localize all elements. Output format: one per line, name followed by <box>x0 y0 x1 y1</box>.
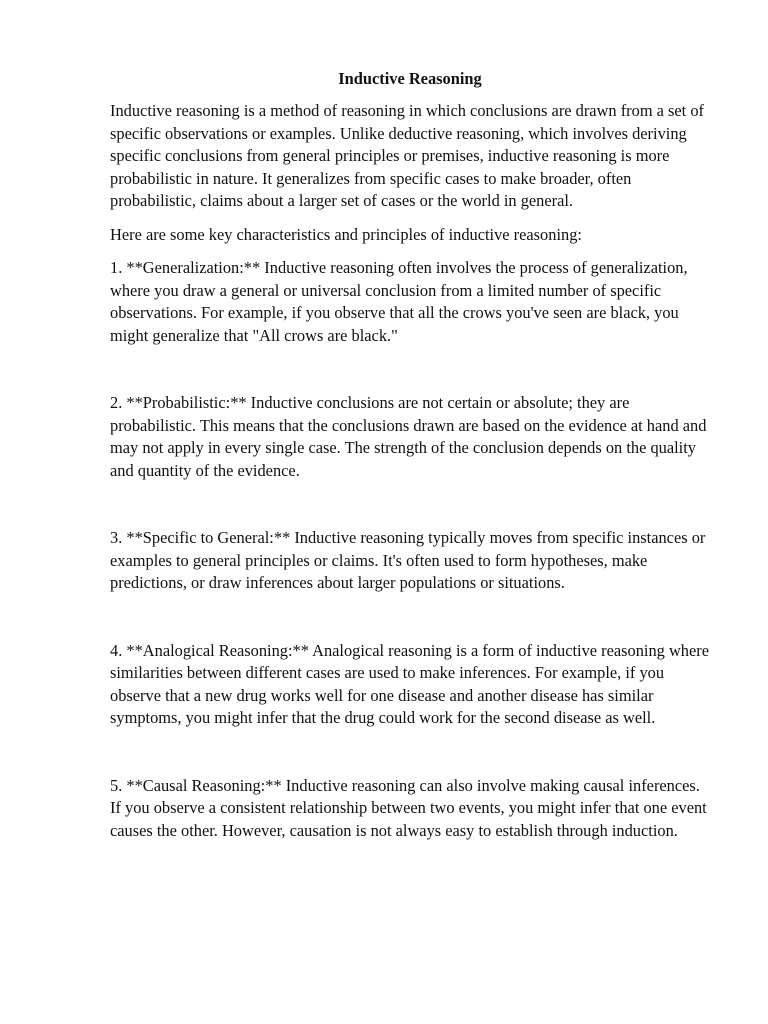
list-item-probabilistic: 2. **Probabilistic:** Inductive conclusions are not certain or absolute; they are probabilistic. This means that the conclusions drawn are based on the evidence at hand and may not apply in every single case. The strength of the conclusion depends on the quality and quantity of the evidence. <box>110 393 707 480</box>
document-title: Inductive Reasoning <box>338 69 482 88</box>
list-item-generalization: 1. **Generalization:** Inductive reasoning often involves the process of generalization, where you draw a general or universal conclusion from a limited number of specific observations. For example, if you observe that all the crows you've seen are black, you might generalize that "All crows are black." <box>110 258 688 345</box>
list-item-analogical-reasoning: 4. **Analogical Reasoning:** Analogical reasoning is a form of inductive reasoning where similarities between different cases are used to make inferences. For example, if you observe that a new drug works well for one disease and another disease has similar symptoms, you might infer that the drug could work for the second disease as well. <box>110 640 710 727</box>
intro-paragraph: Inductive reasoning is a method of reasoning in which conclusions are drawn from a set of specific observations or examples. Unlike deductive reasoning, which involves deriving specific conclusions from general principles or premises, inductive reasoning is more probabilistic in nature. It generalizes from specific cases to make broader, often probabilistic, claims about a larger set of cases or the world in general. <box>110 101 704 210</box>
lead-paragraph: Here are some key characteristics and principles of inductive reasoning: <box>110 224 582 244</box>
list-item-causal-reasoning: 5. **Causal Reasoning:** Inductive reasoning can also involve making causal inferences. If you observe a consistent relationship between two events, you might infer that one event causes the other. However, causation is not always easy to establish through induction. <box>110 775 707 840</box>
list-item-specific-to-general: 3. **Specific to General:** Inductive reasoning typically moves from specific instances or examples to general principles or claims. It's often used to form hypotheses, make predictions, or draw inferences about larger populations or situations. <box>110 528 706 592</box>
document-page <box>110 68 710 842</box>
